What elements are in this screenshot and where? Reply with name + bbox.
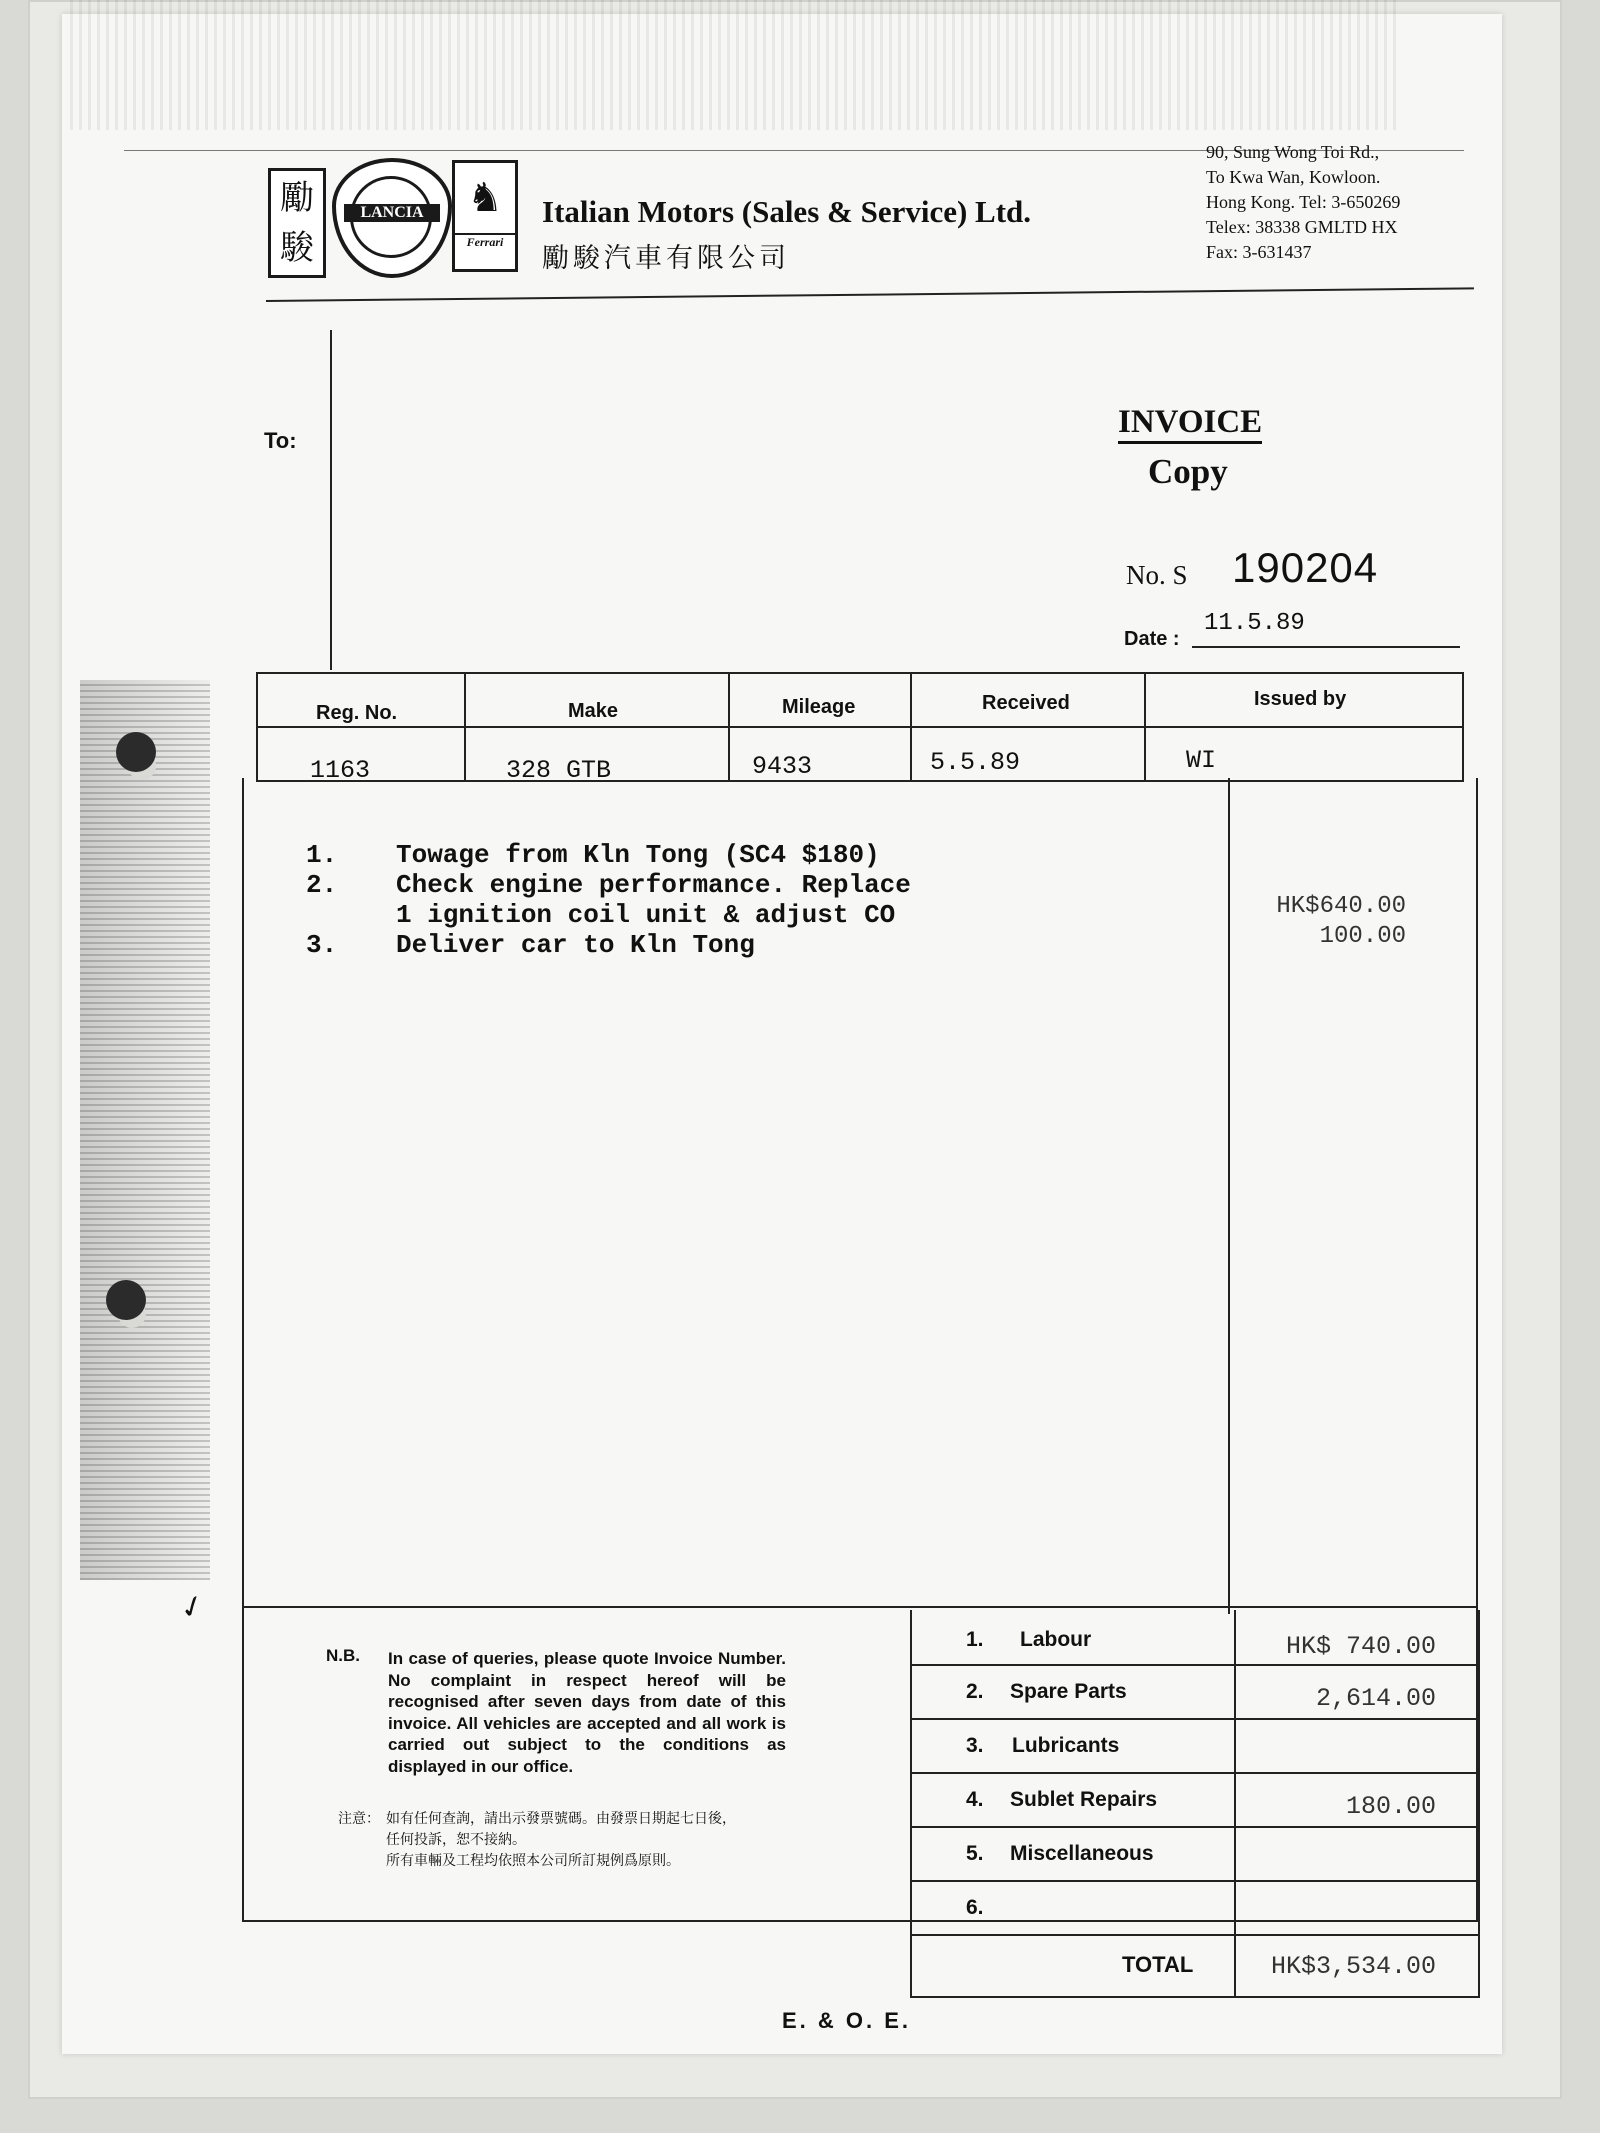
issued-by-value: WI — [1186, 746, 1217, 775]
nb-label: N.B. — [326, 1646, 360, 1665]
date-underline — [1192, 646, 1460, 648]
summary-row-rule — [910, 1934, 1480, 1936]
address-line: Hong Kong. Tel: 3-650269 — [1206, 192, 1401, 212]
punch-hole-icon — [116, 732, 156, 772]
summary-row-rule — [910, 1826, 1480, 1828]
work-line-number: 2. — [306, 870, 338, 900]
received-header: Received — [982, 692, 1070, 714]
summary-number: 3. — [966, 1734, 984, 1757]
total-label: TOTAL — [1122, 1952, 1194, 1977]
cn-notice-label: 注意： — [338, 1810, 380, 1826]
work-area-bottom-rule — [242, 1606, 1476, 1608]
work-line — [306, 870, 911, 900]
work-line-text: Deliver car to Kln Tong — [396, 930, 755, 960]
reg-no-value: 1163 — [310, 756, 371, 785]
date-label: Date : — [1124, 628, 1180, 650]
seal-logo-text: 勵駿 — [280, 179, 314, 267]
make-header: Make — [568, 700, 619, 722]
photocopy-smudge-top — [70, 0, 1400, 130]
mileage-value: 9433 — [752, 752, 813, 781]
amount-value: HK$640.00 — [1276, 893, 1406, 920]
summary-row-rule — [910, 1772, 1480, 1774]
invoice-title: INVOICE — [1118, 404, 1262, 444]
work-line-text: 1 ignition coil unit & adjust CO — [396, 900, 896, 930]
address-line: To Kwa Wan, Kowloon. — [1206, 167, 1381, 187]
summary-number: 1. — [966, 1628, 984, 1651]
punch-hole-icon — [106, 1280, 146, 1320]
column-rule — [1144, 672, 1146, 780]
to-box-rule — [330, 330, 332, 670]
to-label: To: — [264, 428, 297, 453]
summary-number: 6. — [966, 1896, 984, 1919]
company-name-cn: 勵駿汽車有限公司 — [542, 243, 790, 273]
address-line: Telex: 38338 GMLTD HX — [1206, 217, 1398, 237]
summary-number: 4. — [966, 1788, 984, 1811]
invoice-number-label: No. S — [1126, 560, 1188, 590]
issued-by-header: Issued by — [1254, 688, 1347, 710]
cn-notice-line: 如有任何查詢，請出示發票號碼。由發票日期起七日後， — [386, 1810, 736, 1826]
work-line — [306, 930, 911, 960]
nb-terms: In case of queries, please quote Invoice Number. No complaint in respect hereof will be recognised after seven days from date of this invoice. All vehicles are accepted and all work is carried out subject to the conditions as displayed in our office. — [388, 1649, 786, 1776]
make-value: 328 GTB — [506, 756, 612, 785]
invoice-copy-label: Copy — [1148, 452, 1228, 491]
spare-parts-value: 2,614.00 — [1315, 1684, 1436, 1713]
column-rule — [910, 672, 912, 780]
company-address — [1206, 140, 1400, 265]
invoice-date: 11.5.89 — [1204, 610, 1305, 637]
summary-row-rule — [910, 1664, 1480, 1666]
labour-label: Labour — [1020, 1628, 1092, 1651]
amount-value: 100.00 — [1319, 923, 1406, 950]
eoe-footer: E. & O. E. — [782, 2008, 912, 2033]
summary-bottom-rule — [910, 1996, 1480, 1998]
address-line: 90, Sung Wong Toi Rd., — [1206, 142, 1380, 162]
summary-row-rule — [910, 1718, 1480, 1720]
spare-parts-label: Spare Parts — [1010, 1680, 1127, 1703]
labour-value: HK$ 740.00 — [1285, 1632, 1436, 1661]
summary-row-rule — [910, 1880, 1480, 1882]
invoice-number: 190204 — [1232, 544, 1379, 591]
work-line-number: 3. — [306, 930, 338, 960]
received-value: 5.5.89 — [930, 748, 1021, 777]
seal-logo — [268, 168, 326, 278]
photocopy-smudge-left — [80, 680, 210, 1580]
total-value: HK$3,534.00 — [1270, 1952, 1436, 1981]
summary-number: 2. — [966, 1680, 984, 1703]
vehicle-table-divider — [256, 726, 1462, 728]
work-line-text: Towage from Kln Tong (SC4 $180) — [396, 840, 880, 870]
sublet-repairs-label: Sublet Repairs — [1010, 1788, 1158, 1811]
ferrari-logo — [452, 160, 518, 272]
cn-notice-line: 所有車輛及工程均依照本公司所訂規例爲原則。 — [386, 1852, 680, 1868]
work-line-text: Check engine performance. Replace — [396, 870, 911, 900]
work-line-number — [306, 900, 396, 930]
summary-right-rule — [1478, 1610, 1480, 1996]
miscellaneous-label: Miscellaneous — [1010, 1842, 1154, 1865]
cn-notice-line: 任何投訴，恕不接納。 — [386, 1831, 526, 1847]
amount-column-rule — [1228, 778, 1230, 1614]
reg-no-header: Reg. No. — [316, 702, 398, 724]
handwritten-initials: ✓ — [174, 1586, 211, 1629]
prancing-horse-icon: ♞ — [467, 176, 503, 220]
column-rule — [728, 672, 730, 780]
work-description — [306, 840, 911, 960]
mileage-header: Mileage — [782, 696, 856, 718]
lancia-logo-text: LANCIA — [344, 204, 440, 222]
company-name: Italian Motors (Sales & Service) Ltd. — [542, 194, 1032, 229]
sublet-repairs-value: 180.00 — [1345, 1792, 1436, 1821]
work-amounts — [1240, 892, 1406, 952]
ferrari-logo-text: Ferrari — [455, 233, 515, 250]
column-rule — [464, 672, 466, 780]
address-line: Fax: 3-631437 — [1206, 242, 1312, 262]
summary-number: 5. — [966, 1842, 984, 1865]
cn-notice — [386, 1808, 806, 1871]
work-line-number: 1. — [306, 840, 338, 870]
work-line — [306, 840, 911, 870]
work-line — [306, 900, 911, 930]
summary-left-rule — [910, 1610, 912, 1996]
lubricants-label: Lubricants — [1012, 1734, 1120, 1757]
